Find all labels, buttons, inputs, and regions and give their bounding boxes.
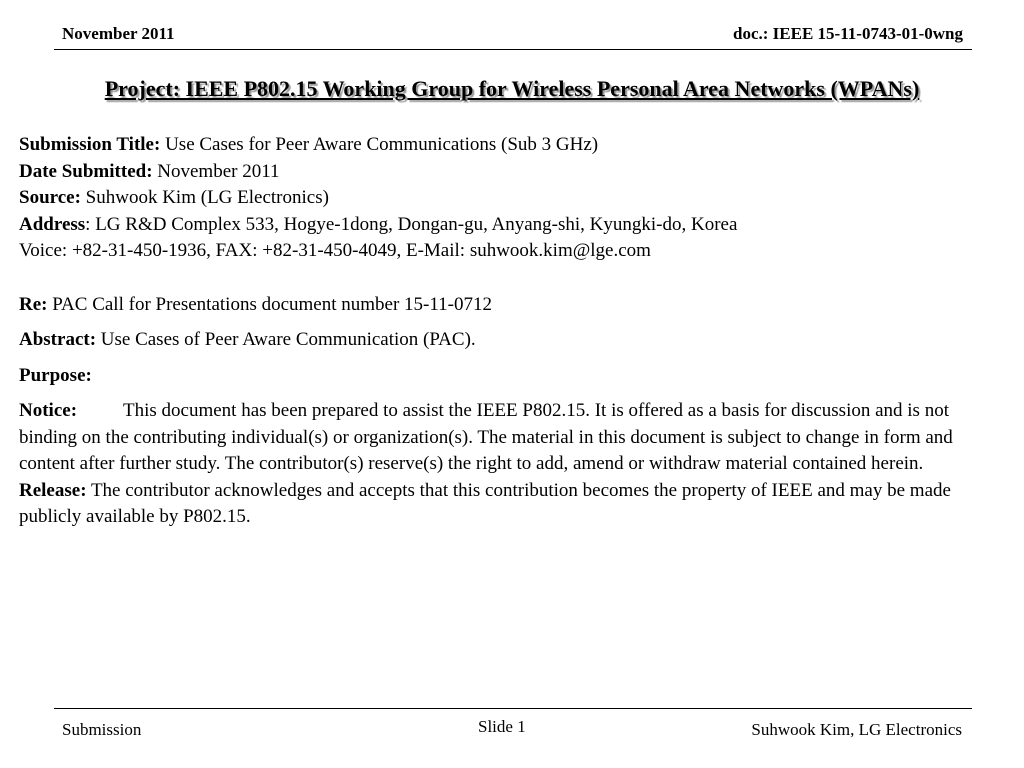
submission-title-value: Use Cases for Peer Aware Communications (Sub 3 GHz)	[160, 134, 599, 155]
submission-title-label: Submission Title:	[19, 134, 161, 155]
slide-body	[19, 132, 1009, 531]
abstract-line	[19, 327, 1009, 354]
notice-value: This document has been prepared to assist the IEEE P802.15. It is offered as a basis for discussion and is not binding on the contributing individual(s) or organization(s). The material in this document is subject to change in form and content after further study. The contributor(s) reserve(s) the right to add, amend or withdraw material contained herein.	[19, 400, 953, 474]
address-label: Address	[19, 213, 86, 235]
release-label: Release:	[19, 479, 87, 501]
address-value: : LG R&D Complex 533, Hogye-1dong, Dongan-gu, Anyang-shi, Kyungki-do, Korea	[85, 213, 738, 235]
footer-author: Suhwook Kim, LG Electronics	[751, 720, 962, 739]
header-divider	[54, 49, 972, 50]
abstract-label: Abstract:	[19, 329, 97, 350]
source-value: Suhwook Kim (LG Electronics)	[80, 187, 329, 208]
notice-label: Notice:	[19, 400, 78, 421]
header-date: November 2011	[62, 24, 175, 43]
notice-paragraph	[19, 398, 1009, 478]
source-label: Source:	[19, 187, 81, 208]
spacer	[19, 318, 1009, 327]
address-line	[19, 212, 1009, 239]
release-paragraph	[19, 478, 1009, 531]
purpose-line	[19, 363, 1009, 390]
contact-line: Voice: +82-31-450-1936, FAX: +82-31-450-4049, E-Mail: suhwook.kim@lge.com	[19, 240, 651, 261]
purpose-label: Purpose:	[19, 364, 92, 386]
project-title: Project: IEEE P802.15 Working Group for Wireless Personal Area Networks (WPANs)	[104, 76, 920, 101]
date-submitted-value: November 2011	[152, 160, 280, 182]
abstract-value: Use Cases of Peer Aware Communication (PAC).	[96, 329, 476, 350]
source-line	[19, 185, 1009, 212]
footer-submission: Submission	[62, 720, 142, 739]
spacer	[19, 389, 1009, 398]
release-value: The contributor acknowledges and accepts that this contribution becomes the property of IEEE and may be made publicly available by P802.15.	[19, 479, 951, 527]
slide-number: Slide 1	[478, 717, 526, 736]
footer-divider	[54, 708, 972, 709]
submission-title-line	[19, 132, 1009, 159]
re-value: PAC Call for Presentations document number 15-11-0712	[47, 293, 492, 315]
date-submitted-label: Date Submitted:	[19, 160, 153, 182]
re-label: Re:	[19, 293, 48, 315]
spacer	[19, 354, 1009, 363]
spacer	[19, 265, 1009, 292]
re-line	[19, 292, 1009, 319]
date-submitted-line	[19, 159, 1009, 186]
header-doc-id: doc.: IEEE 15-11-0743-01-0wng	[733, 24, 963, 43]
